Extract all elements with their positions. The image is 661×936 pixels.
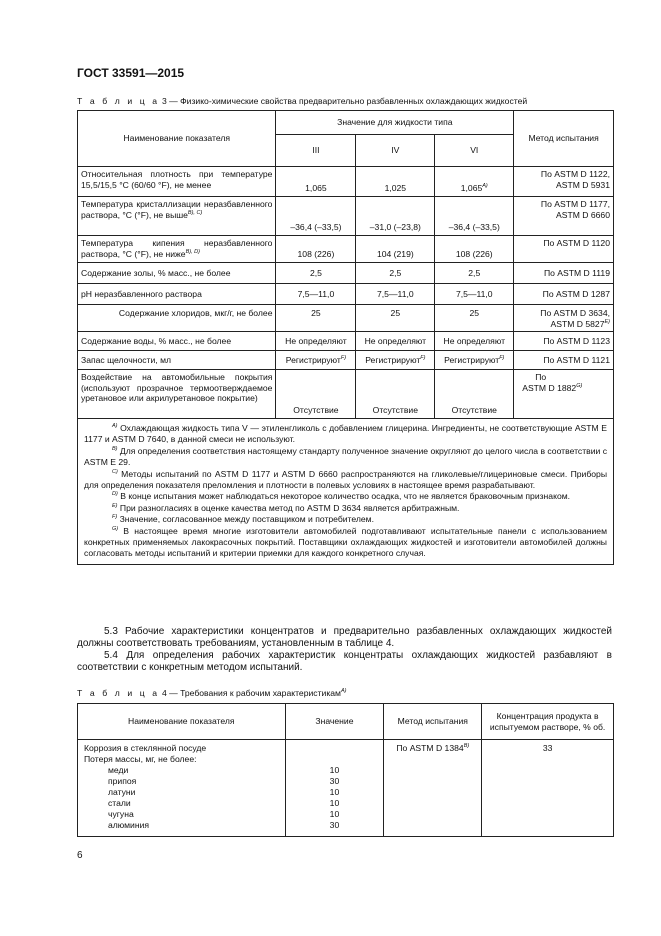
table-4 [77, 703, 614, 837]
table-3 [77, 110, 614, 565]
footnote: $^{D)}$ В конце испытания может наблюдаться некоторое количество осадка, что не является браковочным признаком. [112, 491, 571, 502]
table-row: Содержание золы, % масс., не более 2,5 2,5 2,5 По ASTM D 1119 [78, 263, 614, 284]
table4-col-method: Метод испытания [384, 704, 482, 740]
table3-footnotes [78, 419, 614, 565]
table3-type-IV: IV [356, 135, 435, 167]
footnote: $^{E)}$ При разногласиях в оценке качества метод по ASTM D 3634 является арбитражным. [112, 502, 460, 513]
paragraph-5-4: 5.4 Для определения рабочих характеристик концентраты охлаждающих жидкостей разбавляют в соответствии с конкретным методом испытаний. [77, 650, 612, 673]
table3-type-VI: VI [435, 135, 514, 167]
table-row: Температура кристаллизации неразбавленного раствора, °С (°F), не выше$^{B), C)}$ –36,4 (–33,5) –31,0 (–23,8) –36,4 (–33,5) По ASTM D 1177, ASTM D 6660 [78, 197, 614, 236]
table4-col-concentration: Концентрация продукта в испытуемом растворе, % об. [482, 704, 614, 740]
table-row: Относительная плотность при температуре 15,5/15,5 °С (60/60 °F), не менее 1,065 1,025 $1,065^{A)}$ По ASTM D 1122, ASTM D 5931 [78, 167, 614, 197]
table4-col-value: Значение [285, 704, 384, 740]
table-row: Воздействие на автомобильные покрытия (используют прозрачное термоотверждаемое уретановое или акрилуретановое покрытие) Отсутствие Отсутствие Отсутствие По ASTM D $1882^{G)}$ [78, 370, 614, 419]
table3-col-method: Метод испытания [514, 111, 614, 167]
table4-caption: Т а б л и ц а 4 — Требования к рабочим характеристикам$^{A)}$ [77, 688, 347, 698]
table-row: Запас щелочности, мл Регистрируют$^{F)}$ Регистрируют$^{F)}$ Регистрируют$^{F)}$ По ASTM D 1121 [78, 351, 614, 370]
footnote: $^{G)}$ В настоящее время многие изготовители автомобилей подготавливают испытательные панели с использованием конкретных применяемых лакокрасочных покрытий. Поставщики охлаждающих жидкостей и изготовители автомобилей должны согласовать методы испытаний и критерии приемки для каждого конкретного случая. [84, 525, 607, 559]
table-row: Содержание хлоридов, мкг/г, не более 25 25 25 По ASTM D 3634, ASTM D $5827^{E)}$ [78, 305, 614, 332]
table3-col-name: Наименование показателя [78, 111, 276, 167]
table3-caption: Т а б л и ц а 3 — Физико-химические свойства предварительно разбавленных охлаждающих жидкостей [77, 96, 528, 106]
table-row: Температура кипения неразбавленного раствора, °С (°F), не ниже$^{B), D)}$ 108 (226) 104 (219) 108 (226) По ASTM D 1120 [78, 236, 614, 263]
page-number: 6 [77, 850, 83, 861]
footnote: $^{B)}$ Для определения соответствия настоящему стандарту полученное значение округляют до целого числа в соответствии с ASTM E 29. [84, 445, 607, 468]
table-row: Коррозия в стеклянной посуде Потеря массы, мг, не более: меди припоя латуни стали чугуна алюминия 10 30 10 10 10 30 По ASTM D $1384^{B)}$ 33 [78, 740, 614, 837]
footnote: $^{F)}$ Значение, согласованное между поставщиком и потребителем. [112, 514, 374, 525]
document-header: ГОСТ 33591—2015 [77, 66, 185, 80]
footnote: $^{C)}$ Методы испытаний по ASTM D 1177 и ASTM D 6660 распространяются на гликолевые/глицериновые смеси. Приборы для определения показателя преломления и плотности в полевых условиях в настоящее время разрабатывают. [84, 468, 607, 491]
body-text [77, 626, 612, 674]
table3-col-value-group: Значение для жидкости типа [276, 111, 514, 135]
paragraph-5-3: 5.3 Рабочие характеристики концентратов и предварительно разбавленных охлаждающих жидкостей должны соответствовать требованиям, установленным в таблице 4. [77, 626, 612, 649]
footnote: $^{A)}$ Охлаждающая жидкость типа V — этиленгликоль с добавлением глицерина. Ингредиенты, не соответствующие ASTM E 1177 и ASTM D 7640, в данной смеси не используют. [84, 423, 607, 445]
table-row: pH неразбавленного раствора 7,5—11,0 7,5—11,0 7,5—11,0 По ASTM D 1287 [78, 284, 614, 305]
table4-col-name: Наименование показателя [78, 704, 286, 740]
table3-type-III: III [276, 135, 356, 167]
table-row: Содержание воды, % масс., не более Не определяют Не определяют Не определяют По ASTM D 1123 [78, 332, 614, 351]
